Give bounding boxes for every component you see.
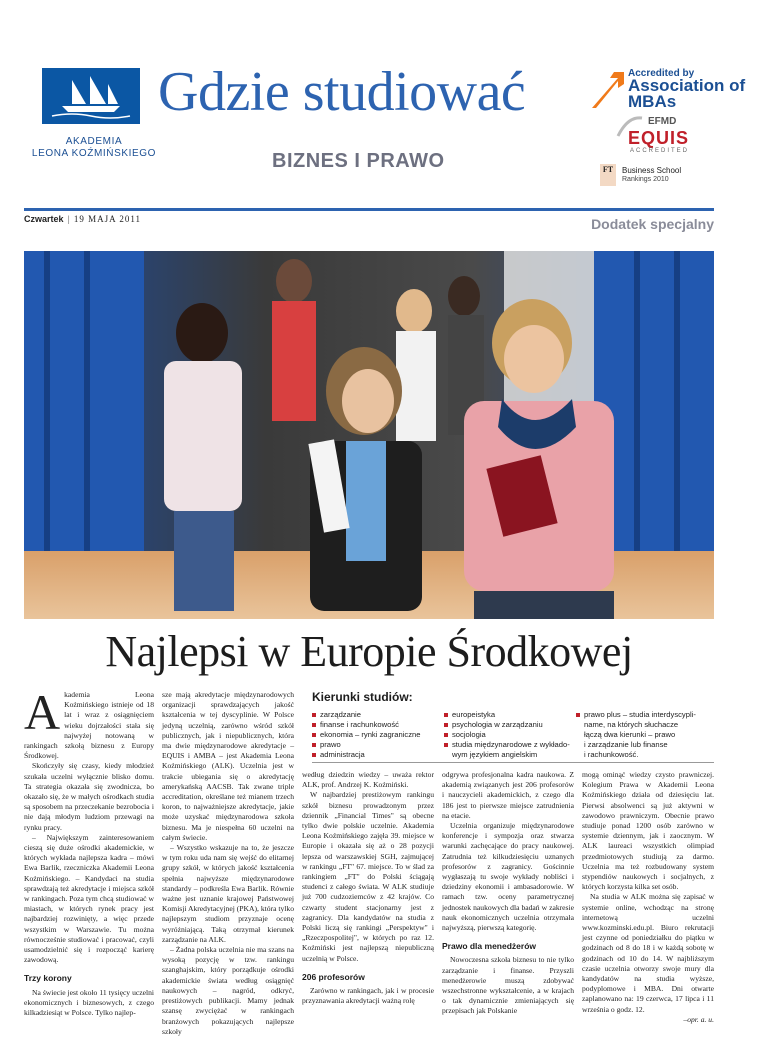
program-item: europeistyka: [444, 710, 574, 720]
drop-cap: A: [24, 684, 61, 740]
equis-accredited-label: ACCREDITED: [630, 148, 690, 154]
ft-line2: Rankings 2010: [622, 176, 669, 183]
equis-badge: [614, 112, 734, 160]
masthead-rule: [24, 208, 714, 211]
subhead-trzy-korony: Trzy korony: [24, 973, 72, 984]
students-photo: [24, 251, 714, 619]
col3-paragraph-1: według dziedzin wiedzy – uważa rektor ALK, prof. Andrzej K. Koźmiński.: [302, 770, 434, 790]
program-item: psychologia w zarządzaniu: [444, 720, 574, 730]
article-headline: Najlepsi w Europie Środkowej: [105, 627, 633, 676]
amba-line1: Accredited by: [628, 68, 695, 79]
subhead-206-profesorow: 206 profesorów: [302, 971, 365, 982]
col3-paragraph-3: Zarówno w rankingach, jak i w procesie przyznawania akredytacji ważną rolę: [302, 986, 434, 1006]
program-item-continued: i rachunkowość.: [584, 750, 639, 759]
ft-ranking-badge: [600, 164, 740, 190]
article-column-4: [442, 770, 574, 1017]
col2-paragraph-1: sze mają akredytacje międzynarodowych organizacji sprawdzających jakość kształcenia w tej dyscyplinie. W Polsce jedyną uczelnią, zarówno wśród szkół publicznych, jak i niepublicznych, która ma dwie międzynarodowe akredytacje – EQUIS i AMBA – jest Akademia Leona Koźmińskiego (ALK). Uczelnia jest w trakcie ubiegania się o akredytację amerykańską AACSB. Tak zwane triple accreditation, określane też mianem trzech koron, to najważniejsze akredytacje, jakie może uzyskać międzynarodowa szkoła biznesu. Ma je niespełna 60 uczelni na całym świecie.: [162, 690, 294, 842]
program-item: prawo plus – studia interdyscypli-: [576, 710, 716, 720]
col1-paragraph-2: Skończyły się czasy, kiedy młodzież szukała uczelni wyłącznie blisko domu. Ta strategia okazała się zwodnicza, bo okazało się, że w małych ośrodkach studia są sposobem na przeczekanie bezrobocia i nie dają młodym ludziom przewagi na rynku pracy.: [24, 761, 154, 832]
col4-paragraph-3: Nowoczesna szkoła biznesu to nie tylko zarządzanie i finanse. Przyszli menedżerowie muszą zdobywać wszechstronne wykształcenie, a w krajach o tak dynamicznie zmieniających się przepisach jak Polskanie: [442, 955, 574, 1016]
article-column-2: [162, 690, 294, 1037]
col3-paragraph-2: W najbardziej prestiżowym rankingu szkół biznesu prowadzonym przez dziennik „Financial Times" są obecne tylko dwie polskie uczelnie. Akademia Leona Koźmińskiego zajęła 39. miejsce w Europie i okazała się aż o 28 pozycji lepsza od warszawskiej SGH, zajmującej w rankingu „FT" 67. miejsce. To w ślad za rankingiem „FT" do Polski ściągają studenci z całego świata. W ALK studiuje już 700 cudzoziemców z 42 krajów. Co czwarty student stacjonarny jest z zagranicy. Dla kandydatów na studia z Polski liczą się rankingi „Perspektyw" i „Rzeczpospolitej", w których po raz 12. Koźmiński jest najlepszą niepubliczną uczelnią w Polsce.: [302, 790, 434, 963]
dateline: Czwartek | 19 MAJA 2011: [24, 214, 142, 224]
programs-list-3: [576, 710, 716, 760]
program-item: zarządzanie: [312, 710, 442, 720]
ship-logo-icon: [42, 68, 140, 124]
arrow-icon: [588, 68, 626, 110]
school-logo: [24, 68, 164, 168]
program-item: finanse i rachunkowość: [312, 720, 442, 730]
amba-badge: [588, 66, 748, 116]
programs-list-1: [312, 710, 442, 760]
program-item: socjologia: [444, 730, 574, 740]
efmd-label: EFMD: [648, 116, 677, 127]
program-item-continued: wym językiem angielskim: [452, 750, 538, 759]
programs-title: Kierunki studiów:: [312, 690, 413, 704]
program-item: studia międzynarodowe z wykłado-: [444, 740, 574, 750]
school-name-line1: AKADEMIA: [65, 136, 123, 147]
programs-divider: [312, 762, 714, 763]
col1-paragraph-1: kademia Leona Koźmińskiego istnieje od 18 lat i wraz z osiągnięciem wieku dojrzałości stała się najwyżej notowaną w rankingach szkołą biznesu z Europy Środkowej.: [24, 690, 154, 761]
article-column-3: [302, 770, 434, 1006]
ft-logo: FT: [600, 164, 616, 186]
article-column-5: [582, 770, 714, 1025]
article-signature: –opr. a. u.: [683, 1014, 714, 1024]
ft-line1: Business School: [622, 166, 682, 175]
supplement-label: Dodatek specjalny: [591, 216, 714, 232]
amba-line2: Association of MBAs: [628, 76, 746, 111]
col5-paragraph-1: mogą ominąć wiedzy czysto prawniczej. Kolegium Prawa w Akademii Leona Koźmińskiego działa od dziesięciu lat. Pierwsi absolwenci są już aktywni w zawodowo prawniczym. Obecnie prawo studiuje ponad 1200 osób zarówno w systemie dziennym, jak i zaocznym. W ALK laureaci wszystkich olimpiad przedmiotowych studiują za darmo. Uczelnia ma też rozbudowany system stypendiów naukowych i socjalnych, z których korzysta kilka set osób.: [582, 770, 714, 892]
program-item: prawo: [312, 740, 442, 750]
col4-paragraph-1: odgrywa profesjonalna kadra naukowa. Z akademią związanych jest 206 profesorów i nauczycieli akademickich, z czego dla 186 jest to pierwsze miejsce zatrudnienia na etacie.: [442, 770, 574, 820]
school-name-line2: LEONA KOŹMIŃSKIEGO: [31, 148, 157, 159]
col2-paragraph-3: – Żadna polska uczelnia nie ma szans na wysoką pozycję w tzw. rankingu szanghajskim, który porządkuje ośrodki akademickie świata według osiągnięć naukowych – nagród, odkryć, prestiżowych publikacji. Mamy jednak szansę zwyciężać w rankingach branżowych pokazujących najlepsze szkoły: [162, 945, 294, 1036]
equis-label: EQUIS: [628, 128, 690, 148]
program-item: ekonomia – rynki zagraniczne: [312, 730, 442, 740]
program-item-continued: i zarządzanie lub finanse: [584, 740, 668, 749]
supplement-title: Gdzie studiować: [158, 61, 526, 123]
col5-paragraph-2: Na studia w ALK można się zapisać w systemie online, wchodząc na stronę internetową uczelni www.kozminski.edu.pl. Biuro rekrutacji jest czynne od poniedziałku do piątku w godzinach od 8 do 18 i w każdą sobotę w godzinach od 10 do 14. W najbliższym czasie uczelnia otworzy swoje mury dla kandydatów na studia wyższe, podyplomowe i MBA. Dni otwarte zaplanowano na: 19 czerwca, 17 lipca i 11 września o godz. 12.: [582, 892, 714, 1014]
subhead-prawo-dla-menedzerow: Prawo dla menedżerów: [442, 941, 536, 952]
col1-paragraph-3: – Największym zainteresowaniem cieszą się duże ośrodki akademickie, w których wykłada najlepsza kadra – mówi Ewa Barlik, rzeczniczka Akademii Leona Koźmińskiego. – Kandydaci na studia sprawdzają też akredytacje i miejsca szkół w rankingach. Poza tym chcą studiować w miastach, w których rynek pracy jest najbardziej rozwinięty, a więc przede wszystkim w Warszawie. Tu można równocześnie studiować i pracować, czyli usamodzielnić się i rozpocząć karierę zawodową.: [24, 832, 154, 965]
article-column-1: [24, 684, 154, 1018]
program-item-continued: name, na których słuchacze: [584, 720, 679, 729]
programs-list-2: [444, 710, 574, 760]
dateline-day: Czwartek: [24, 214, 64, 224]
col1-paragraph-4: Na świecie jest około 11 tysięcy uczelni ekonomicznych i biznesowych, z czego kilkadziesiąt w Polsce. Tylko najlep-: [24, 987, 154, 1018]
dateline-date: 19 MAJA 2011: [73, 214, 142, 224]
col2-paragraph-2: – Wszystko wskazuje na to, że jeszcze w tym roku uda nam się wejść do elitarnej grupy szkół, w których jakość kształcenia spełnia najwyższe międzynarodowe standardy – podkreśla Ewa Barlik. Równie ważne jest uznanie krajowej Państwowej Komisji Akredytacyjnej (PKA), która tylko najlepszym studiom przyznaje ocenę wyróżniającą. Taką otrzymał kierunek zarządzanie na ALK.: [162, 843, 294, 944]
supplement-subtitle: BIZNES I PRAWO: [272, 150, 445, 172]
program-item-continued: łączą dwa kierunki – prawo: [584, 730, 676, 739]
col4-paragraph-2: Uczelnia organizuje międzynarodowe konferencje i sympozja oraz stwarza warunki zachęcające do pracy naukowej. Zatrudnia też kilkudziesięciu uznanych profesorów z zagranicy. Gościnnie wygłaszają tu swoje wykłady nobliści i dziedziny ekonomii i ambasadorowie. W ramach tzw. oceny parametrycznej jednostek naukowych dla badań w zakresie nauk ekonomicznych uczelnia otrzymała najwyższą, pierwszą kategorię.: [442, 821, 574, 933]
program-item: administracja: [312, 750, 442, 760]
